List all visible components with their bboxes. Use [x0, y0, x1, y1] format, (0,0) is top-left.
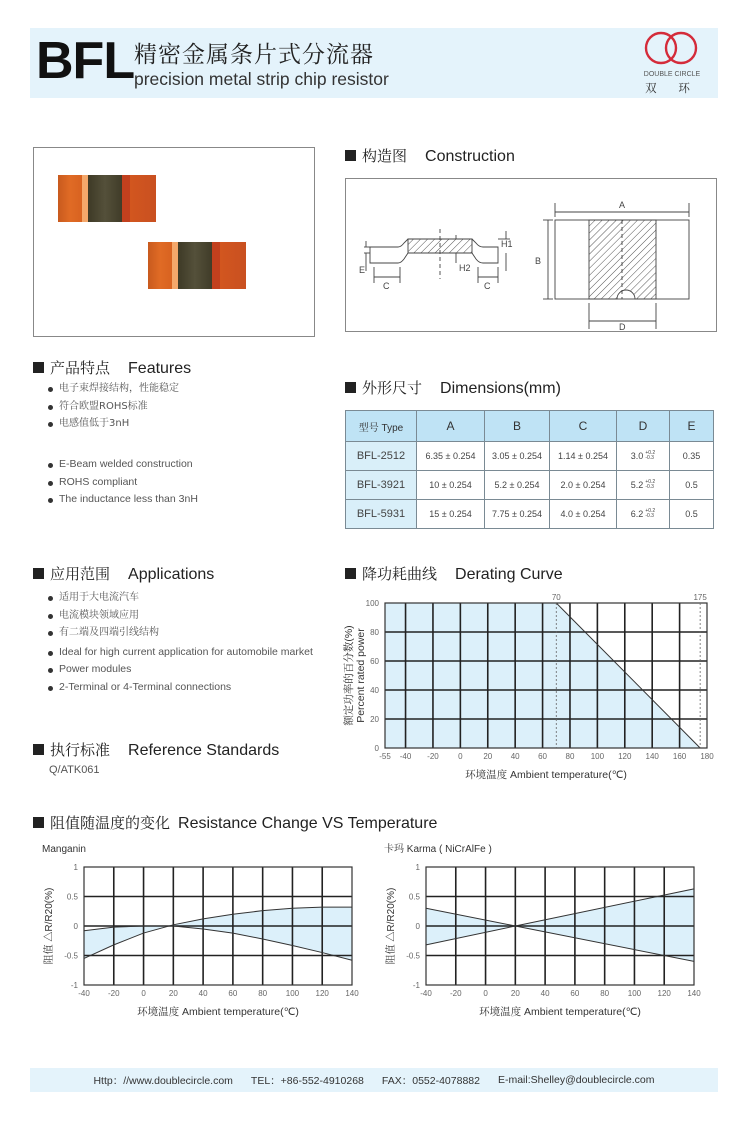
features-heading: 产品特点 Features: [33, 357, 191, 378]
brand-model: BFL: [36, 32, 135, 90]
y-tick-label: 0.5: [66, 892, 78, 902]
y-tick-label: 1: [415, 863, 420, 872]
karma-chart: [372, 838, 712, 1028]
cell-type: BFL-5931: [346, 500, 417, 529]
y-tick-label: -0.5: [406, 951, 420, 961]
chart-fill-area: [426, 889, 694, 962]
email-link[interactable]: E-mail:Shelley@doublecircle.com: [497, 1074, 655, 1086]
feature-item: 电子束焊接结构，性能稳定: [47, 380, 179, 398]
d-tolerance: +0.2 -0.3: [645, 450, 656, 462]
fax: FAX：0552-4078882: [381, 1074, 480, 1087]
x-tick-label: 60: [538, 752, 548, 761]
feature-item: 电感值低于3nH: [47, 415, 179, 433]
column-header-d: D: [617, 411, 670, 442]
x-tick-label: 140: [645, 752, 659, 761]
x-axis-label: 环境温度 Ambient temperature(℃): [465, 769, 627, 781]
x-tick-label: 140: [345, 989, 359, 998]
y-tick-label: 0: [415, 922, 420, 931]
y-tick-label: 0.5: [408, 892, 420, 902]
applications-heading: 应用范围 Applications: [33, 563, 214, 584]
x-tick-label: 40: [510, 752, 520, 761]
dim-label-c-left: C: [383, 281, 390, 291]
x-tick-label: 120: [657, 989, 671, 998]
square-bullet-icon: [33, 362, 44, 373]
y-tick-label: -1: [70, 981, 78, 990]
x-tick-label: 0: [458, 752, 463, 761]
construction-diagram: [346, 179, 716, 331]
cell-e: 0.5: [670, 471, 714, 500]
annotation-label: 175: [693, 593, 707, 602]
cell-b: 3.05 ± 0.254: [485, 442, 550, 471]
cell-type: BFL-2512: [346, 442, 417, 471]
cell-d: [617, 471, 670, 500]
logo-text-english: DOUBLE CIRCLE: [643, 71, 701, 78]
cell-type: BFL-3921: [346, 471, 417, 500]
telephone: TEL：+86-552-4910268: [250, 1074, 364, 1087]
cell-a: 15 ± 0.254: [417, 500, 485, 529]
y-tick-label: 0: [73, 922, 78, 931]
cell-e: 0.35: [670, 442, 714, 471]
x-tick-label: -20: [427, 752, 439, 761]
y-tick-label: 1: [73, 863, 78, 872]
title-english: precision metal strip chip resistor: [134, 69, 389, 89]
dim-label-h2: H2: [459, 263, 471, 273]
y-tick-label: 80: [370, 628, 379, 637]
features-list-en: [47, 456, 198, 509]
side-view: [364, 229, 510, 283]
y-tick-label: 40: [370, 686, 379, 695]
cell-c: 1.14 ± 0.254: [550, 442, 617, 471]
cell-a: 6.35 ± 0.254: [417, 442, 485, 471]
x-tick-label: 120: [315, 989, 329, 998]
cell-d: [617, 442, 670, 471]
x-axis-label: 环境温度 Ambient temperature(℃): [137, 1006, 299, 1018]
square-bullet-icon: [33, 744, 44, 755]
x-tick-label: 20: [483, 752, 493, 761]
x-tick-label: 160: [672, 752, 687, 761]
dim-label-h1: H1: [501, 239, 513, 249]
features-list-cn: [47, 380, 179, 433]
application-item: 适用于大电流汽车: [47, 589, 327, 607]
x-tick-label: 100: [590, 752, 605, 761]
feature-item: 符合欧盟ROHS标准: [47, 398, 179, 416]
dimensions-heading: 外形尺寸 Dimensions(mm): [345, 377, 561, 398]
feature-item: ROHS compliant: [47, 474, 198, 492]
square-bullet-icon: [33, 817, 44, 828]
resistance-heading: 阻值随温度的变化 Resistance Change VS Temperature: [33, 812, 437, 833]
y-tick-label: 60: [370, 657, 379, 666]
website-link[interactable]: Http：//www.doublecircle.com: [93, 1074, 233, 1087]
dim-label-d: D: [619, 322, 626, 331]
x-tick-label: -40: [420, 989, 432, 998]
x-tick-label: 100: [285, 989, 300, 998]
x-tick-label: 120: [618, 752, 632, 761]
y-axis-label: 阻值 △R/R20(%): [386, 887, 397, 965]
x-tick-label: 80: [565, 752, 575, 761]
x-tick-label: 20: [168, 989, 178, 998]
application-item: 有二端及四端引线结构: [47, 624, 327, 642]
d-value: 5.2: [630, 479, 644, 490]
feature-item: The inductance less than 3nH: [47, 491, 198, 509]
applications-list: [47, 589, 327, 696]
standards-heading: 执行标准 Reference Standards: [33, 739, 279, 760]
table-row: [346, 500, 714, 529]
cell-d: [617, 500, 670, 529]
application-item: Power modules: [47, 661, 327, 679]
y-axis-label-en: Percent rated power: [355, 628, 367, 723]
chart-title: 卡玛 Karma ( NiCrAlFe ): [384, 844, 492, 855]
column-header-e: E: [670, 411, 714, 442]
y-tick-label: 0: [374, 744, 379, 753]
y-axis-label-cn: 额定功率的百分数(%): [343, 625, 355, 726]
derating-heading: 降功耗曲线 Derating Curve: [345, 563, 563, 584]
square-bullet-icon: [345, 568, 356, 579]
d-value: 3.0: [630, 450, 644, 461]
x-tick-label: 140: [687, 989, 701, 998]
x-tick-label: 80: [600, 989, 610, 998]
table-header-row: [346, 411, 714, 442]
x-tick-label: 40: [540, 989, 550, 998]
d-value: 6.2: [630, 508, 644, 519]
x-tick-label: 20: [510, 989, 520, 998]
cell-c: 4.0 ± 0.254: [550, 500, 617, 529]
chart-title: Manganin: [42, 844, 86, 855]
annotation-label: 70: [551, 593, 561, 602]
dimensions-table: [345, 410, 714, 529]
y-tick-label: 20: [370, 715, 379, 724]
x-tick-label: -20: [449, 989, 462, 998]
top-view: [543, 203, 689, 329]
x-tick-label: 0: [483, 989, 488, 998]
square-bullet-icon: [345, 382, 356, 393]
table-row: [346, 442, 714, 471]
manganin-chart: [30, 838, 370, 1028]
column-header-b: B: [485, 411, 550, 442]
x-tick-label: 100: [627, 989, 642, 998]
d-tolerance: +0.2 -0.3: [645, 508, 656, 520]
dim-label-b: B: [535, 256, 542, 266]
square-bullet-icon: [345, 150, 356, 161]
dim-label-e: E: [359, 265, 366, 275]
dim-label-c-right: C: [484, 281, 491, 291]
cell-b: 7.75 ± 0.254: [485, 500, 550, 529]
y-tick-label: -1: [412, 981, 420, 990]
feature-item: E-Beam welded construction: [47, 456, 198, 474]
application-item: 2-Terminal or 4-Terminal connections: [47, 679, 327, 697]
standards-value: Q/ATK061: [49, 764, 100, 776]
construction-heading: 构造图 Construction: [345, 145, 515, 166]
x-tick-label: 180: [700, 752, 714, 761]
logo-text-chinese: 双 环: [645, 81, 699, 95]
x-axis-label: 环境温度 Ambient temperature(℃): [479, 1006, 641, 1018]
chart-fill-area: [84, 907, 352, 960]
cell-c: 2.0 ± 0.254: [550, 471, 617, 500]
y-tick-label: -0.5: [64, 951, 78, 961]
title-chinese: 精密金属条片式分流器: [134, 42, 374, 68]
x-tick-label: 80: [258, 989, 268, 998]
resistor-chip-image: [58, 175, 156, 222]
column-header-a: A: [417, 411, 485, 442]
d-tolerance: +0.2 -0.3: [645, 479, 656, 491]
application-item: 电流模块领域应用: [47, 607, 327, 625]
application-item: Ideal for high current application for automobile market: [47, 644, 327, 662]
x-tick-label: 0: [141, 989, 146, 998]
construction-drawing: [345, 178, 717, 332]
x-tick-label: -20: [107, 989, 120, 998]
x-tick-label: -40: [399, 752, 412, 761]
cell-e: 0.5: [670, 500, 714, 529]
y-axis-label: 阻值 △R/R20(%): [44, 887, 55, 965]
square-bullet-icon: [33, 568, 44, 579]
table-row: [346, 471, 714, 500]
contact-footer: [30, 1068, 718, 1092]
derating-chart: [340, 590, 718, 786]
cell-a: 10 ± 0.254: [417, 471, 485, 500]
column-header-c: C: [550, 411, 617, 442]
column-header-type: 型号 Type: [346, 411, 417, 442]
y-tick-label: 100: [365, 599, 379, 608]
x-tick-label: 60: [570, 989, 580, 998]
x-tick-label: 60: [228, 989, 238, 998]
x-tick-label: -55: [379, 752, 391, 761]
cell-b: 5.2 ± 0.254: [485, 471, 550, 500]
product-photo: [33, 147, 315, 337]
x-tick-label: -40: [78, 989, 90, 998]
dim-label-a: A: [619, 200, 626, 210]
resistor-chip-image: [148, 242, 246, 289]
x-tick-label: 40: [198, 989, 208, 998]
